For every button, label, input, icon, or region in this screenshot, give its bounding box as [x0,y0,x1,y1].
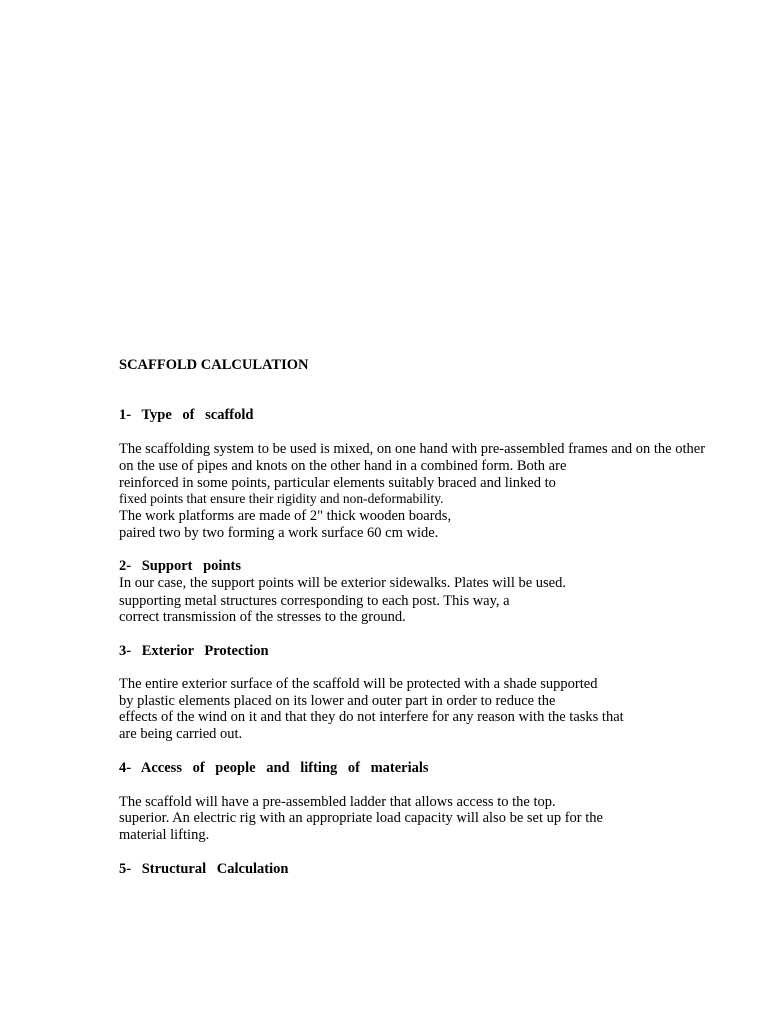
section-5-heading: 5- Structural Calculation [119,861,289,877]
section-2-heading: 2- Support points [119,558,241,574]
section-1-line-5: The work platforms are made of 2" thick wooden boards, [119,508,452,524]
section-2-line-2: supporting metal structures corresponding to each post. This way, a [119,593,510,609]
section-2-line-1: In our case, the support points will be exterior sidewalks. Plates will be used. [119,575,566,591]
section-1-heading: 1- Type of scaffold [119,407,254,423]
section-1-line-6: paired two by two forming a work surface 60 cm wide. [119,525,439,541]
section-3-heading: 3- Exterior Protection [119,643,269,659]
section-1-line-4: fixed points that ensure their rigidity and non-deformability. [119,491,444,506]
section-1-line-1: The scaffolding system to be used is mixed, on one hand with pre-assembled frames and on the other [119,441,706,457]
section-4-line-1: The scaffold will have a pre-assembled ladder that allows access to the top. [119,794,556,810]
section-3-line-4: are being carried out. [119,726,243,742]
section-3-line-2: by plastic elements placed on its lower and outer part in order to reduce the [119,693,556,709]
section-1-line-2: on the use of pipes and knots on the other hand in a combined form. Both are [119,458,567,474]
section-3-line-1: The entire exterior surface of the scaffold will be protected with a shade supported [119,676,598,692]
section-2-line-3: correct transmission of the stresses to the ground. [119,609,406,625]
section-4-line-3: material lifting. [119,827,210,843]
section-1-line-3: reinforced in some points, particular elements suitably braced and linked to [119,475,556,491]
section-4-heading: 4- Access of people and lifting of materials [119,760,429,776]
section-4-line-2: superior. An electric rig with an appropriate load capacity will also be set up for the [119,810,603,826]
section-3-line-3: effects of the wind on it and that they do not interfere for any reason with the tasks that [119,709,624,725]
document-title: SCAFFOLD CALCULATION [119,357,309,373]
